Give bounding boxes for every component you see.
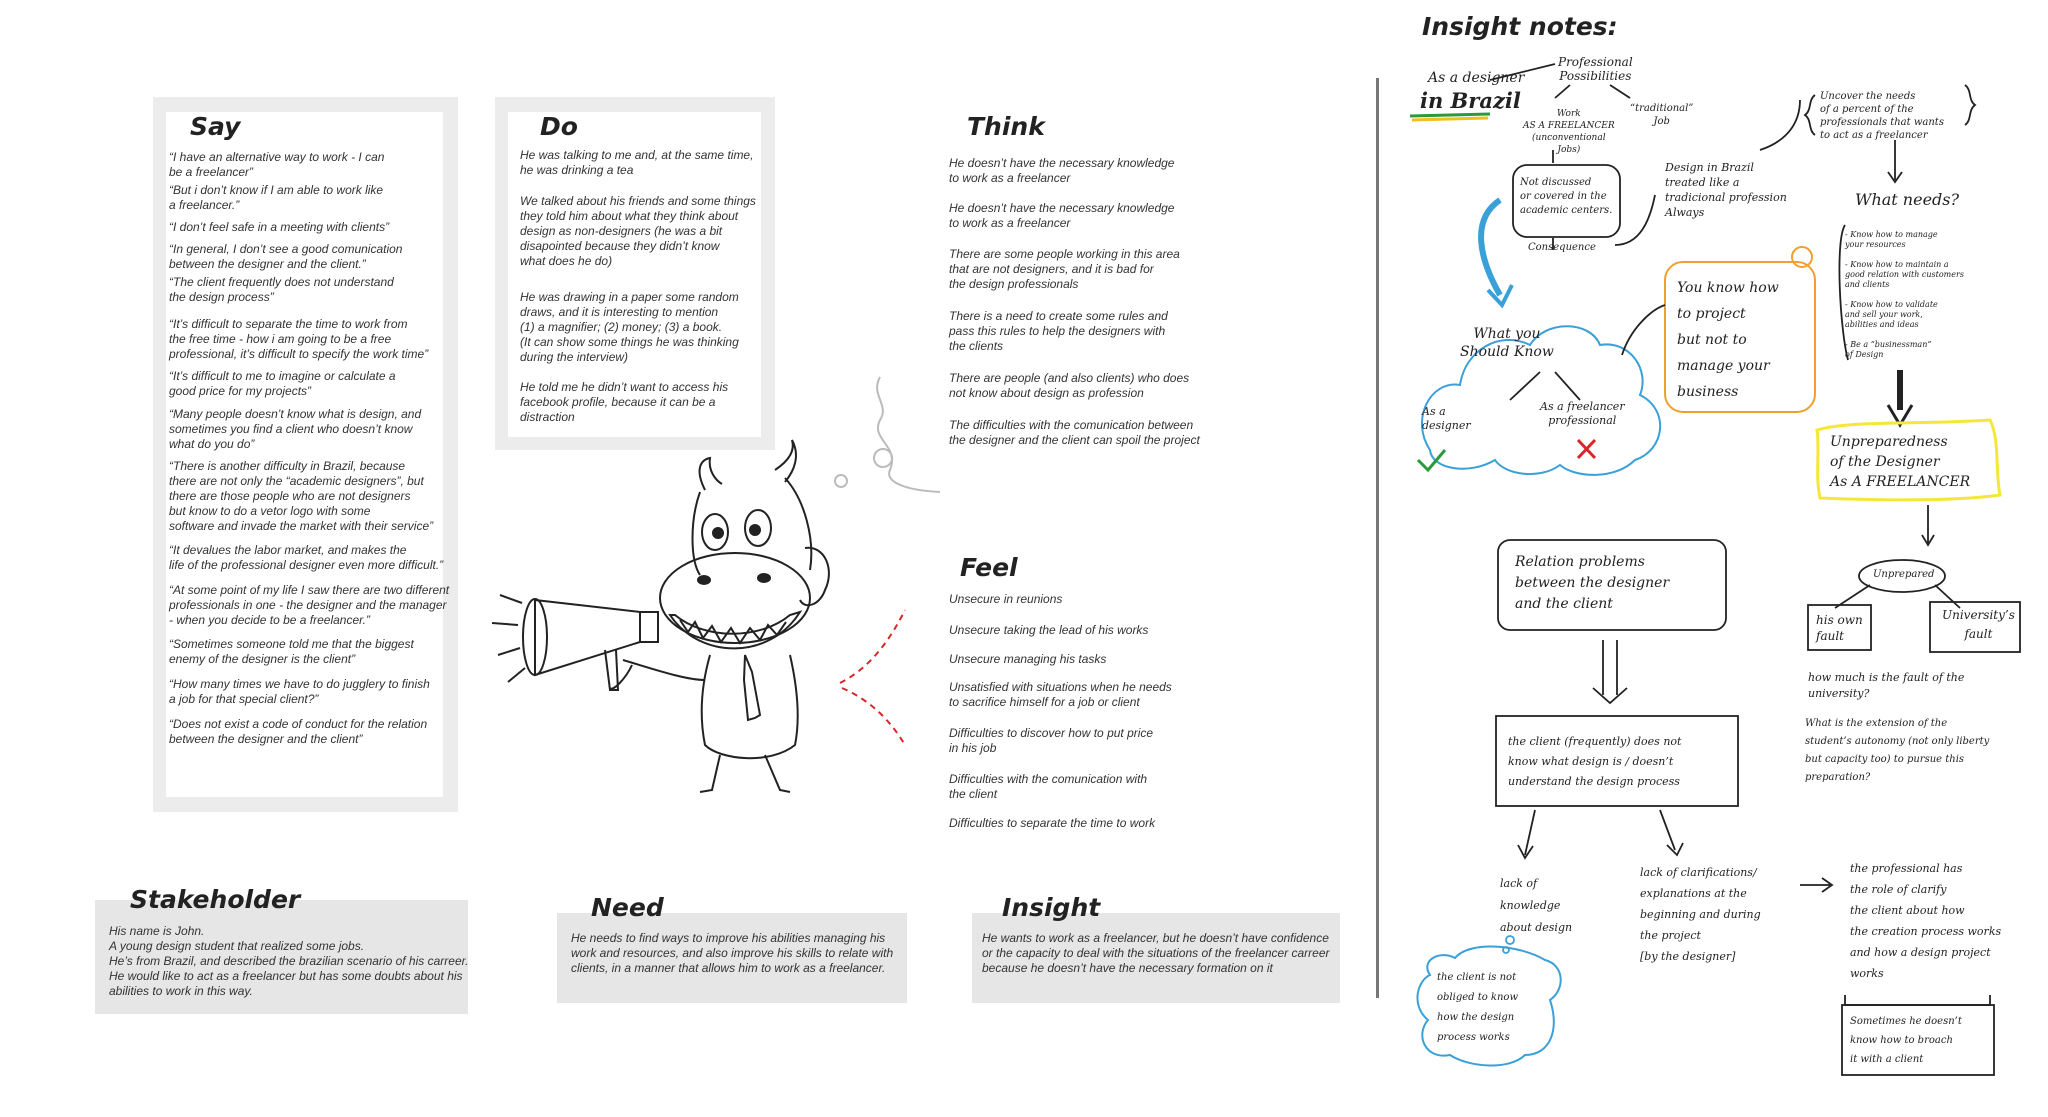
do-item: He told me he didn’t want to access his facebook profile, because it can be a distraction <box>520 380 729 424</box>
say-quote: “In general, I don’t see a good comunication between the designer and the client.” <box>169 242 403 271</box>
cow-figure <box>610 440 829 792</box>
think-item: There is a need to create some rules and pass this rules to help the designers with the clients <box>949 309 1168 353</box>
do-item: He was drawing in a paper some random draws, and it is interesting to mention (1) a magnifier; (2) money; (3) a book. (It can show some things he was thinking during the interview) <box>520 290 739 364</box>
lack-of-clarifications-note: lack of clarifications/ explanations at the beginning and during the project [by the designer] <box>1640 866 1761 963</box>
say-quote: “At some point of my life I saw there are two different professionals in one - the designer and the manager - when you decide to be a freelancer.” <box>169 583 450 627</box>
do-list <box>520 148 780 425</box>
say-quote: “Does not exist a code of conduct for the relation between the designer and the client” <box>169 717 428 746</box>
needs-item: - Know how to maintain a good relation with customers and clients <box>1845 260 1964 289</box>
feel-item: Unsecure managing his tasks <box>949 652 1107 666</box>
feel-item: Difficulties to discover how to put price in his job <box>949 726 1154 755</box>
feel-heading: Feel <box>960 553 1018 582</box>
as-a-designer-note: As a designer <box>1428 70 1525 86</box>
say-quote: “The client frequently does not understand the design process” <box>169 275 394 304</box>
section-divider <box>1376 78 1379 998</box>
insight-text: He wants to work as a freelancer, but he doesn’t have confidence or the capacity to deal with the situations of the freelancer carreer because he doesn’t have the necessary formation on it <box>982 931 1330 975</box>
feel-item: Unsecure taking the lead of his works <box>949 623 1149 637</box>
think-item: He doesn’t have the necessary knowledge to work as a freelancer <box>949 201 1175 230</box>
think-item: There are people (and also clients) who does not know about design as profession <box>949 371 1190 400</box>
say-quote: “It devalues the labor market, and makes the life of the professional designer even more difficult.” <box>169 543 444 572</box>
say-quote: “There is another difficulty in Brazil, because there are not only the “academic designers”, but there are those people who are not designers but know to do a vetor logo with some software and invade the market with their service” <box>169 459 434 533</box>
do-item: He was talking to me and, at the same time, he was drinking a tea <box>520 148 754 177</box>
say-quote: “How many times we have to do jugglery to finish a job for that special client?” <box>169 677 430 706</box>
need-heading: Need <box>591 893 664 922</box>
say-quote: “I have an alternative way to work - I can be a freelancer” <box>169 150 385 179</box>
as-freelancer-professional-note: As a freelancer professional <box>1540 400 1625 427</box>
feel-list <box>949 592 1229 831</box>
say-quote-list <box>169 150 459 747</box>
feel-emotion-lines <box>840 610 905 745</box>
unpreparedness-note: Unpreparedness of the Designer As A FREELANCER <box>1830 434 1971 490</box>
needs-item: - Know how to manage your resources <box>1845 230 1938 249</box>
feel-item: Unsatisfied with situations when he needs to sacrifice himself for a job or client <box>949 680 1172 709</box>
say-quote: “I don’t feel safe in a meeting with clients” <box>169 220 390 234</box>
you-know-how-note: You know how to project but not to manage your business <box>1677 280 1779 400</box>
consequence-note: Consequence <box>1528 242 1596 253</box>
client-does-not-know-note: the client (frequently) does not know what design is / doesn’t understand the design process <box>1508 735 1682 788</box>
say-quote: “But i don’t know if I am able to work like a freelancer.” <box>169 183 384 212</box>
say-heading: Say <box>190 112 241 141</box>
not-discussed-note: Not discussed or covered in the academic centers. <box>1520 177 1613 216</box>
insight-heading: Insight <box>1002 893 1101 922</box>
say-quote: “Sometimes someone told me that the biggest enemy of the designer is the client” <box>169 637 414 666</box>
need-text: He needs to find ways to improve his abilities managing his work and resources, and also improve his skills to relate with clients, in a manner that allows him to work as a freelancer. <box>571 931 894 975</box>
say-quote: “It’s difficult to separate the time to work from the free time - how i am going to be a free professional, it’s difficult to specify the work time” <box>169 317 429 361</box>
think-item: The difficulties with the comunication between the designer and the client can spoil the project <box>949 418 1200 447</box>
needs-item: - Be a “businessman” of Design <box>1845 340 1932 359</box>
feel-item: Difficulties with the comunication with the client <box>949 772 1148 801</box>
relation-problems-note: Relation problems between the designer and the client <box>1515 554 1670 612</box>
how-much-fault-note: how much is the fault of the university? <box>1808 671 1965 700</box>
stakeholder-text: His name is John. A young design student that realized some jobs. He’s from Brazil, and described the brazilian scenario of his carreer. He would like to act as a freelancer but has some doubts about his abilities to work in this way. <box>109 924 469 998</box>
needs-item: - Know how to validate and sell your work, abilities and ideas <box>1845 300 1938 329</box>
sometimes-doesnt-know-note: Sometimes he doesn’t know how to broach it with a client <box>1850 1016 1962 1065</box>
insight-notes-title: Insight notes: <box>1422 12 1618 41</box>
traditional-job-note: “traditional” Job <box>1630 103 1694 127</box>
think-item: He doesn’t have the necessary knowledge to work as a freelancer <box>949 156 1175 185</box>
client-not-obliged-note: the client is not obliged to know how the design process works <box>1437 972 1519 1043</box>
work-as-freelancer-note: Work AS A FREELANCER (unconventional Jobs) <box>1523 109 1615 155</box>
extension-question-note: What is the extension of the student’s autonomy (not only liberty but capacity too) to pursue this preparation? <box>1805 718 1990 783</box>
do-item: We talked about his friends and some things they told him about what they think about design as non-designers (he was a bit disapointed because they didn’t know what does he do) <box>520 194 756 268</box>
think-list <box>949 156 1239 448</box>
think-item: There are some people working in this area that are not designers, and it is bad for the design professionals <box>949 247 1180 291</box>
megaphone-icon <box>523 599 658 690</box>
lack-of-knowledge-note: lack of knowledge about design <box>1500 877 1573 934</box>
design-in-brazil-note: Design in Brazil treated like a tradicional profession Always <box>1665 161 1787 219</box>
his-own-fault-note: his own fault <box>1816 613 1863 643</box>
think-heading: Think <box>967 112 1045 141</box>
say-quote: “Many people doesn’t know what is design, and sometimes you find a client who doesn’t know what do you do” <box>169 407 422 451</box>
feel-item: Unsecure in reunions <box>949 592 1063 606</box>
sound-lines <box>492 595 525 682</box>
thought-bubbles <box>835 377 940 492</box>
universitys-fault-note: University’s fault <box>1942 608 2015 641</box>
needs-list <box>1845 230 1964 360</box>
in-brazil-note: in Brazil <box>1420 88 1521 113</box>
what-you-should-know-note: What you Should Know <box>1460 326 1554 360</box>
unprepared-note: Unprepared <box>1873 569 1935 580</box>
say-quote: “It’s difficult to me to imagine or calculate a good price for my projects” <box>169 369 396 398</box>
stakeholder-heading: Stakeholder <box>130 885 301 914</box>
uncover-needs-note: Uncover the needs of a percent of the professionals that wants to act as a freelancer <box>1820 91 1944 141</box>
professional-possibilities-note: Professional Possibilities <box>1558 55 1633 83</box>
what-needs-note: What needs? <box>1855 190 1960 209</box>
professional-role-note: the professional has the role of clarify the client about how the creation process works and how a design project works <box>1850 862 2002 980</box>
as-a-designer-small-note: As a designer <box>1422 405 1471 432</box>
feel-item: Difficulties to separate the time to work <box>949 816 1156 830</box>
do-heading: Do <box>540 112 578 141</box>
